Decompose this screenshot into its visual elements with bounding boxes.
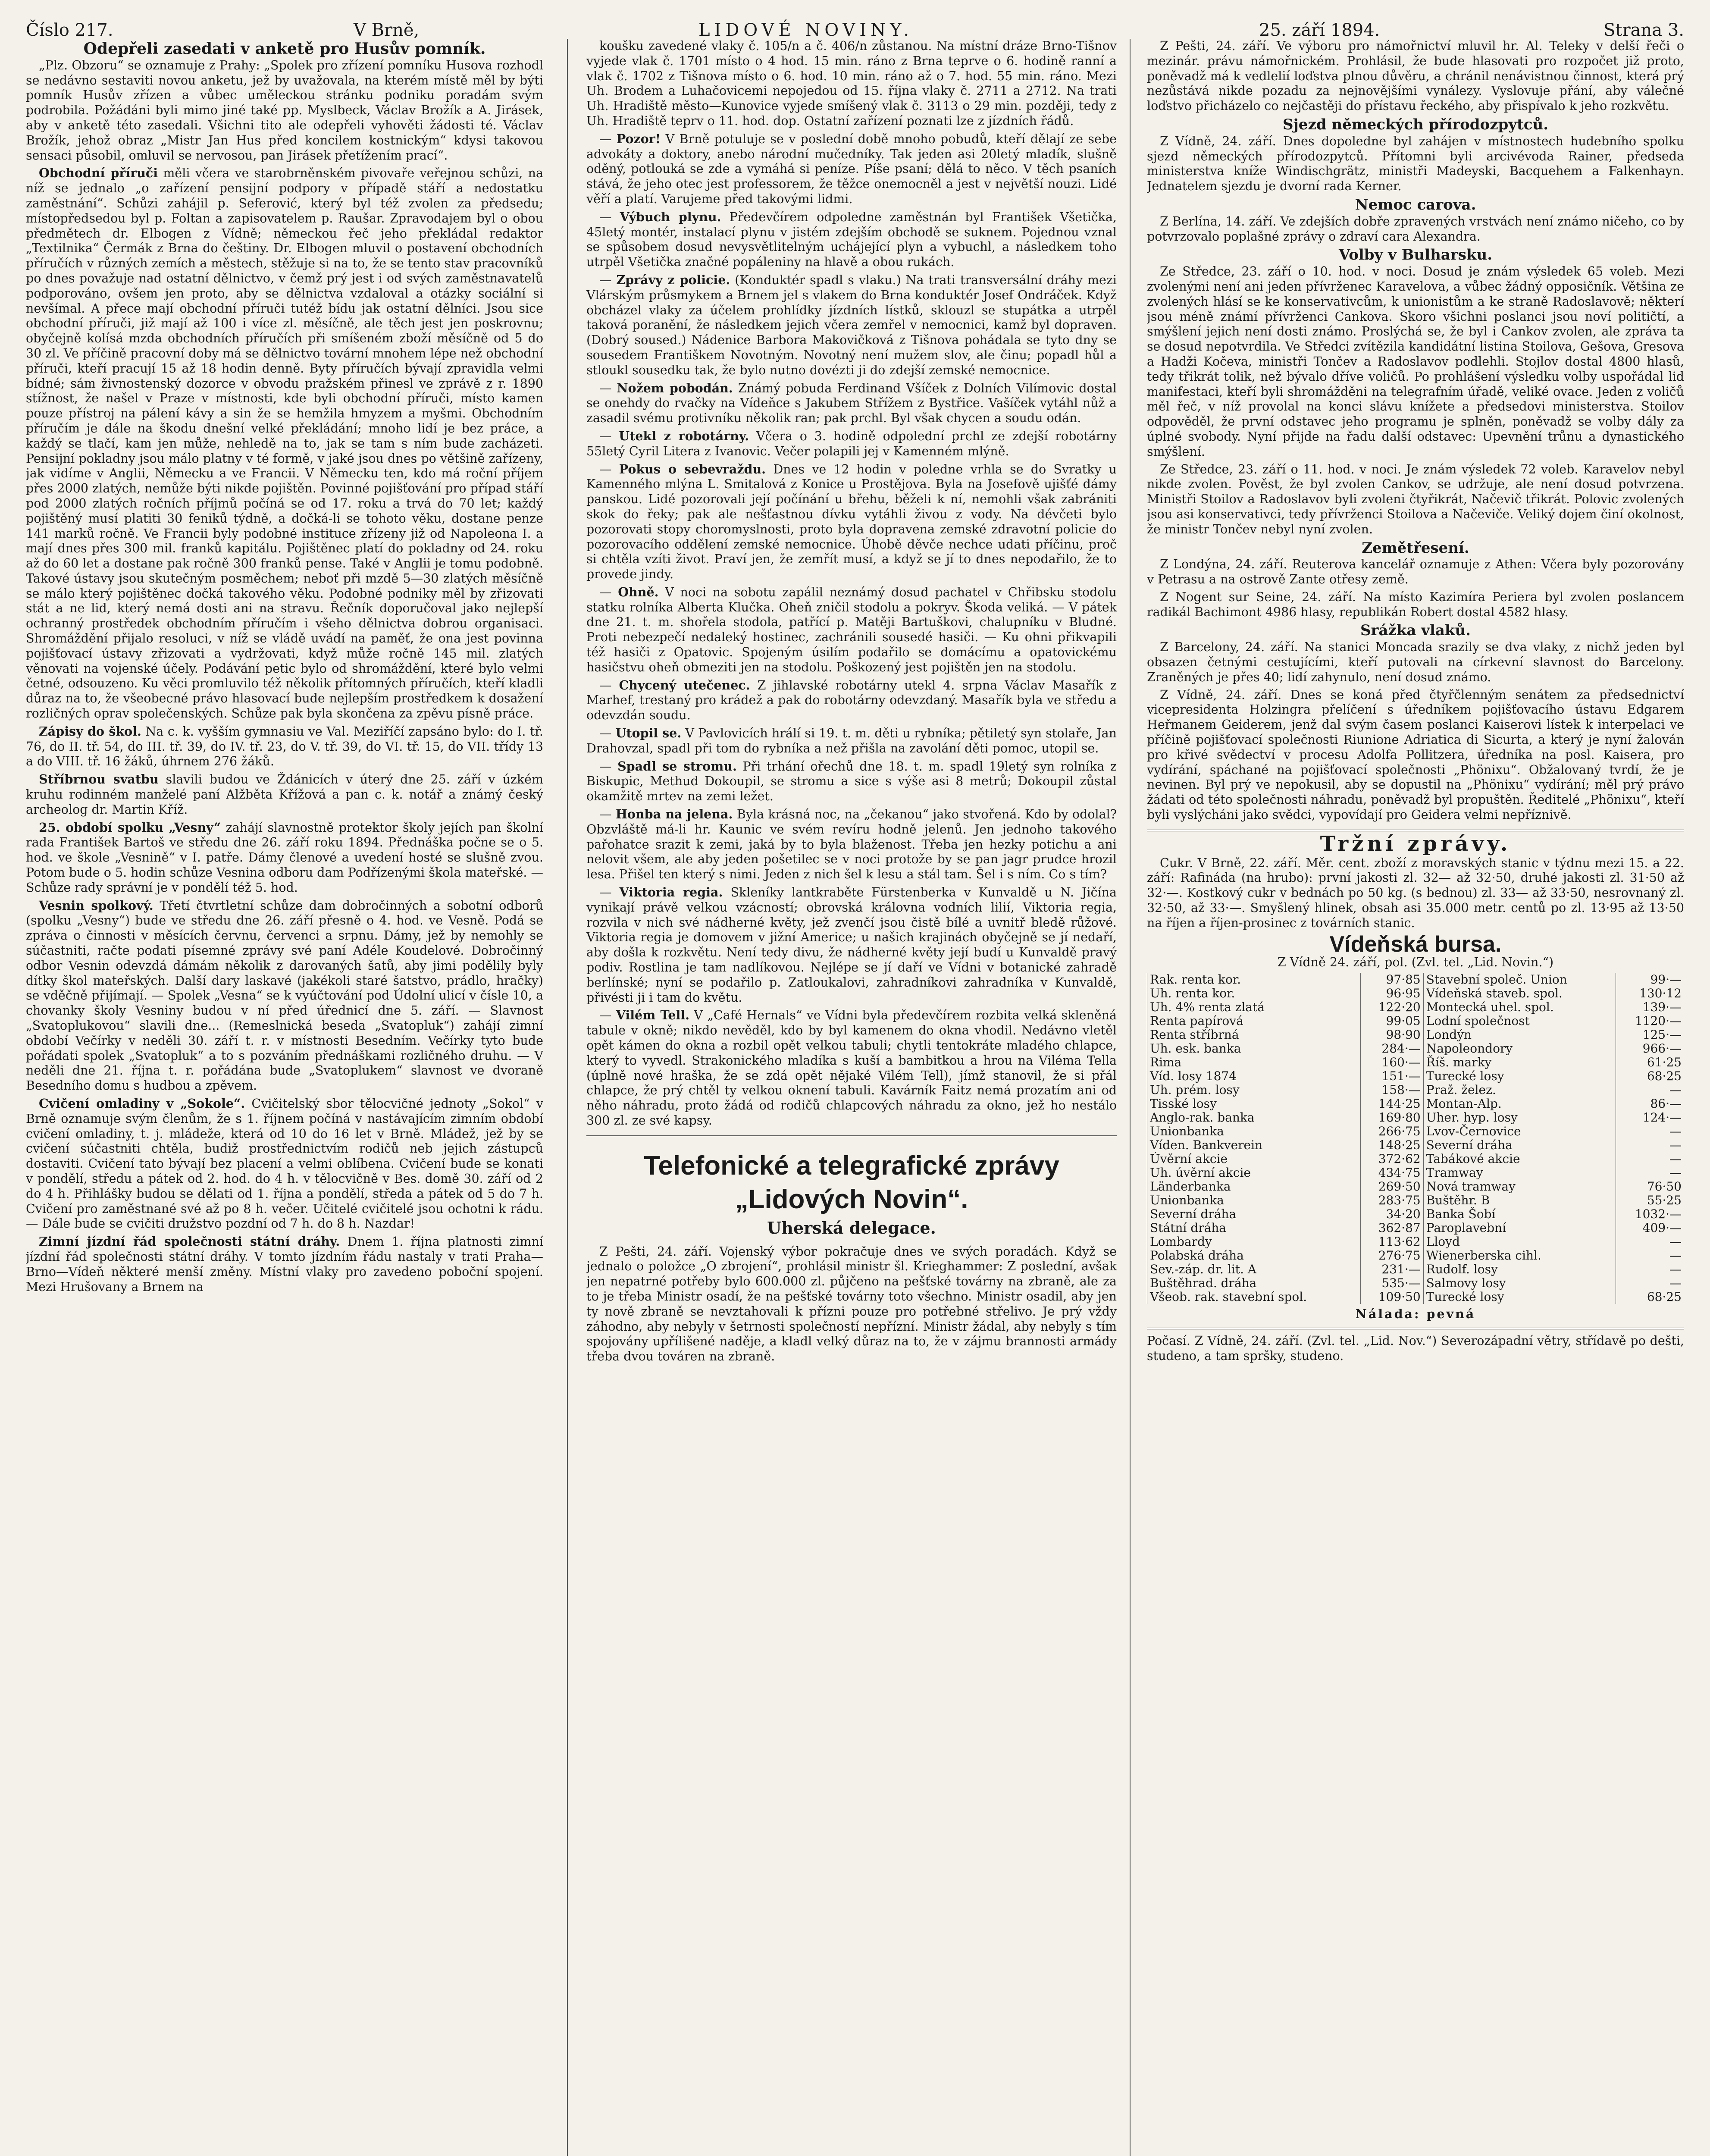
article-text: Při trhání ořechů dne 18. t. m. spadl 19letý syn rolníka z Biskupic, Methud Dokoupil, se stromu a sice s výše asi 8 metrů; Dokoupil zůstal okamžitě mrtev na zemi ležet. [586, 759, 1117, 804]
table-row [1147, 1207, 1685, 1221]
article-title: Nemoc carova. [1355, 196, 1476, 213]
security-name: Všeob. rak. stavební spol. [1147, 1290, 1361, 1304]
article-text: Z Pešti, 24. září. Vojenský výbor pokračuje dnes ve svých poradách. Když se jednalo o položce „O zbrojení“, prohlásil ministr šl. Krieghammer: Z poslední, avšak jen nepatrné potřeby bylo 600.000 zl. půjčeno na pešťské továrny na zbraně, ale za to je třeba Ministr osadí, že na pešťské továrny toto všechno. Ministr osadil, aby jen ty nově zbraně se nevztahovali k přízni pouze pro potřebné střelivo. Je prý vždy záhodno, aby nebyly v šetrnosti společností nepřízní. Ministr žádal, aby nebyly s tím spojovány upřílišené naděje, a kladl velký důraz na to, že v zájmu brannosti armády třeba dvou továren na zbraně. [586, 1244, 1117, 1364]
article-text: (Konduktér spadl s vlaku.) Na trati transversální dráhy mezi Vlárským průsmykem a Brnem jel s vlakem do Brna konduktér Josef Ondráček. Když obcházel vlaky za účelem prohlídky jízdních lístků, sklouzl se stupátka a utrpěl taková poranění, že následkem jejich včera zemřel v nemocnici, kamž byl dopraven. (Dobrý soused.) Nádenice Barbora Makovičková z Tišnova pohádala se tyto dny se sousedem Františkem Novotným. Novotný není mužem slov, ale činu; popadl hůl a stloukl sousedku tak, že bylo nutno dovézti ji do zdejší zemské nemocnice. [586, 273, 1117, 377]
article-text: Včera o 3. hodině odpolední prchl ze zdejší robotárny 55letý Cyril Litera z Ivanovic. Večer polapili jej v Kamenném mlýně. [586, 429, 1117, 458]
article-text: „Plz. Obzoru“ se oznamuje z Prahy: „Spolek pro zřízení pomníku Husova rozhodl se nedávno sestaviti novou anketu, jež by uvažovala, na kterém místě měl by býti pomník Husův zřízen a vůbec uměleckou stránku podniku poradám svým podrobila. Požádáni byli mimo jiné také pp. Myslbeck, Václav Brožík a A. Jirásek, aby v anketě této zasedali. Všichni tito ale odepřeli vyhověti žádosti té. Václav Brožík, jehož obraz „Mistr Jan Hus před koncilem kostnickým“ kdysi takovou sensaci působil, omluvil se nervosou, pan Jirásek přetížením prací“. [26, 58, 543, 163]
column-1 [26, 39, 543, 2156]
table-row [1147, 1249, 1685, 1263]
security-name: Uh. úvěrní akcie [1147, 1166, 1361, 1180]
article-text: koušku zavedené vlaky č. 105/n a č. 406/n zůstanou. Na místní dráze Brno-Tišnov vyjede vlak č. 1701 místo o 4 hod. 15 min. ráno z Brna teprve o 6. hodině ranní a vlak č. 1702 z Tišnova místo o 6. hod. 10 min. ráno až o 7. hod. 55 min. ráno. Mezi Uh. Brodem a Luhačovicemi nepojedou od 15. října vlaky č. 2711 a 2712. Na trati Uh. Hradiště město—Kunovice vyjede smíšený vlak č. 3113 o 29 min. později, tedy z Uh. Hradiště teprv o 11. hod. dop. Ostatní zařízení poznati lze z jízdních řádů. [586, 39, 1117, 128]
security-name: Rima [1147, 1056, 1361, 1069]
security-name: Stavební společ. Union [1423, 973, 1616, 987]
table-row [1147, 1221, 1685, 1235]
article-title: Pokus o sebevraždu. [619, 461, 766, 476]
quote-value: 139·— [1616, 1000, 1684, 1014]
security-name: Lodní společnost [1423, 1014, 1616, 1028]
security-name: Salmovy losy [1423, 1276, 1616, 1290]
table-row [1147, 1138, 1685, 1152]
article-title: Stříbrnou svatbu [39, 772, 159, 787]
security-name: Buštěhrad. dráha [1147, 1276, 1361, 1290]
column-2: koušku zavedené vlaky č. 105/n a č. 406/n zůstanou. Na místní dráze Brno-Tišnov vyjede vlak č. 1701 místo o 4 hod. 15 min. ráno z Brna teprve o 6. hodině ranní a vlak č. 1702 z Tišnova místo o 6. hod. 10 min. ráno až o 7. hod. 55 min. ráno. Mezi Uh. Brodem a Luhačovicemi nepojedou od 15. října vlaky č. 2711 a 2712. Na trati Uh. Hradiště město—Kunovice vyjede smíšený vlak č. 3113 o 29 min. později, tedy z Uh. Hradiště teprv o 11. hod. dop. Ostatní zařízení poznati lze z jízdních řádů. — Pozor! V Brně potuluje se v poslední době mnoho pobudů, kteří dělají ze sebe advokáty a doktory, anebo národní mučedníky. Tak jeden asi 20letý mladík, slušně oděný, potlouká se zde a vymáhá si peníze. Píše psaní; dělá to něco. V těch psaních stává, že jeho otec jest professorem, že těžce onemocněl a jest v největší nouzi. Lidé věří a platí. Varujeme před takovými lidmi. — Výbuch plynu. Předevčírem odpoledne zaměstnán byl František Všetička, 45letý montér, instalací plynu v jistém zdejším obchodě se suknem. Pojednou vznal se spůsobem dosud nevysvětlitelným uchájející plyn a vybuchl, a následkem toho utrpěl Všetička značné popáleniny na hlavě a obou rukách. — Zprávy z policie. (Konduktér spadl s vlaku.) Na trati transversální dráhy mezi Vlárským průsmykem a Brnem jel s vlakem do Brna konduktér Josef Ondráček. Když obcházel vlaky za účelem prohlídky jízdních lístků, sklouzl se stupátka a utrpěl taková poranění, že následkem jejich včera zemřel v nemocnici, kamž byl dopraven. (Dobrý soused.) Nádenice Barbora Makovičková z Tišnova pohádala se tyto dny se sousedem Františkem Novotným. Novotný není mužem slov, ale činu; popadl hůl a stloukl sousedku tak, že bylo nutno dovézti ji do zdejší zemské nemocnice. — Nožem pobodán. Známý pobuda Ferdinand Všíček z Dolních Vilímovic dostal se onehdy do rvačky na Vídeňce s Jakubem Střížem z Bystřice. Vašíček vytáhl nůž a zasadil svému protivníku několik ran; pak prchl. Byl však chycen a soudu odán. — Utekl z robotárny. Včera o 3. hodině odpolední prchl ze zdejší robotárny 55letý Cyril Litera z Ivanovic. Večer polapili jej v Kamenném mlýně. — Pokus o sebevraždu. Dnes ve 12 hodin v poledne vrhla se do Svratky u Kamenného mlýna L. Smitalová z Konice u Prostějova. Byla na Josefově ujišťé dámy panskou. Lidé pozorovali její počínání u břehu, běželi k ní, nemohli však zabrániti skok do řeky; pak ale nešťastnou dívku vytáhli živou z vody. Na dévčeti bylo pozorovati stopy choromyslnosti, proto byla dopravena zemské zdravotní policie do pozorovacího oddělení zemské nemocnice. Úhobě děvče nechce udati příčinu, proč si chtěla vzíti život. Praví jen, že zemřít musí, a když se jí to dnes nepodařilo, že to provede jindy. — Ohně. V noci na sobotu zapálil neznámý dosud pachatel v Chřibsku stodolu statku rolníka Alberta Klučka. Oheň zničil stodolu a pokryv. Škoda veliká. — V pátek dne 21. t. m. shořela stodola, patřící p. Matěji Bartuškovi, chalupníku v Bludné. Proti nebezpečí nedaleký hostinec, zachránili sousedé hasiči. — Ku ohni přikvapili též hasiči z Opatovic. Spojeným úsilím podařilo se domácímu a opatovickému hasičstvu oheň obmeziti jen na stodolu. Poškozený jest pojištěn jen na stodolu. — Chycený utečenec. Z jihlavské robotárny utekl 4. srpna Václav Masařík z Marhef, trestaný pro krádež a pak do robotárny odevzdaný. Masařík byla ve středu a odevzdán soudu. — Utopil se. V Pavlovicích hrálí si 19. t. m. děti u rybníka; pětiletý syn stolaře, Jan Drahovzal, spadl při tom do rybníka a než přišla na zavolání děti pomoc, utopil se. — Spadl se stromu. Při trhání ořechů dne 18. t. m. spadl 19letý syn rolníka z Biskupic, Methud Dokoupil, se stromu a sice s výše asi 8 metrů; Dokoupil zůstal okamžitě mrtev na zemi ležet. — Honba na jelena. Byla krásná noc, na „čekanou“ jako stvořená. Kdo by odolal? Obzvláště má-li hr. Kaunic ve svém revíru hodně jelenů. Jen jednoho takového pařohatce srazit k zemi, jaká by to byla blaženost. Třeba jen hezky potichu a ani nelovit všem, ale aby jeden pošetilec se v noci protože by se pan jagr prudce hrozil lesa. Přišel ten který s nimi. Jeden z nich šel k lesu a stál tam. Šel i s ním. Co s tím? — Viktoria regia. Skleníky lantkraběte Fürstenberka v Kunvaldě u N. Jičína vynikají právě velkou vzácností; obrovská královna vodních lilií, Viktoria regia, rozvila v nich své nádherné květy, jež zvenčí jsou čistě bílé a uvnitř bledě růžové. Viktoria regia je domovem v jižní Americe; u našich krajinách obyčejně se jí nedaří, aby došla k rozkvětu. Není tedy divu, že nádherné květy její budí u Kunvaldě pravý podiv. Rostlina je tam nadlíkovou. Nejlépe se jí daří ve Vídni v botanické zahradě berlínské; nyní se podařilo p. Zatloukalovi, zahradníkovi zahradníka v Kunvaldě, přivésti ji i tam do květu. — Vilém Tell. V „Café Hernals“ ve Vídni byla předevčírem rozbita velká skleněná tabule v okně; nikdo nevěděl, kdo by byl kamenem do okna vhodil. Nedávno vletěl opět kámen do okna a rozbil opět velkou tabuli; chytli tentokráte mladého chlapce, který to vyvedl. Strakonického mladíka s kuší a bambitkou a hrou na Viléma Tella (úplně nové hraška, že se zdá opět nějaké Vilém Tell), jímž stanovil, že si přál chlapce, že prý chtěl ty velkou oknení tabuli. Kavárník Faitz nemá prozatím ani od něho náhradu, proto žádá od rodičů chlapcových náhradu za okno, jež ho nestálo 300 zl. ze své kapsy. Telefonické a telegrafické zprávy „Lidových Novin“. Uherská delegace. Z Pešti, 24. září. Vojenský výbor pokračuje dnes ve svých poradách. Když se jednalo o položce „O zbrojení“, prohlásil ministr šl. Krieghammer: Z poslední, avšak jen nepatrné potřeby bylo 600.000 zl. půjčeno na pešťské továrny na zbraně, ale za to je třeba Ministr osadí, že na pešťské továrny toto všechno. Ministr osadil, aby jen ty nově zbraně se nevztahovali k přízni pouze pro potřebné střelivo. Je prý vždy záhodno, aby nebyly v šetrnosti společností nepřízní. Ministr žádal, aby nebyly s tím spojovány upřílišené naděje, a kladl velký důraz na to, že v zájmu brannosti armády třeba dvou továren na zbraně. [586, 39, 1117, 1364]
security-name: Lvov-Černovice [1423, 1125, 1616, 1138]
quote-value: 99·— [1616, 973, 1684, 987]
article-title: Viktoria regia. [619, 885, 723, 900]
security-name: Tramway [1423, 1166, 1616, 1180]
quote-value: 68·25 [1616, 1290, 1684, 1304]
table-row [1147, 1235, 1685, 1249]
security-name: Nová tramway [1423, 1180, 1616, 1194]
article-title: Zimní jízdní řád společnosti státní dráhy. [39, 1234, 340, 1249]
article-title: Volby v Bulharsku. [1338, 246, 1493, 264]
quote-value: 283·75 [1361, 1194, 1424, 1207]
quote-value: 109·50 [1361, 1290, 1424, 1304]
security-name: Paroplavební [1423, 1221, 1616, 1235]
quote-value: 1032·— [1616, 1207, 1684, 1221]
article-text: Ze Středce, 23. září o 10. hod. v noci. Dosud je znám výsledek 65 voleb. Mezi zvolenými není ani jeden přívrženec Karavelova, a vůbec žádný opposičník. Většina ze zvolených hlásí se ke konservativcům, k unionistům a ke straně Radoslavově; některí jsou méně známí přívrženci Cankova. Skoro všichni poslanci jsou noví političtí, a smýšlení jejich není dosti známo. Proslýchá se, že byl i Cankov zvolen, ale zpráva ta se dosud nepotvrdila. Ve Středci zvítězila kandidátní listina Stoilova, Gešova, Gresova a Hadži Kočeva, ministři Tončev a Radoslavov podlehli. Stojlov dostal 4800 hlasů, tedy třikrát tolik, než bývalo dříve voličů. Po prohlášení výsledku volby uspořádal lid manifestaci, kteří byli shromážděni na telegrafním úřadě, veliké ovace. Jeden z voličů měl řeč, v níž provolal na konci slávu knížete a předsedovi ministerstva. Stoilov odpověděl, že první odstavec jeho programu je splněn, poněvadž se volby dály za úplné svobody. Nyní přijde na řadu další odstavec: Upevnění trůnu a dynastického smýšlení. [1147, 264, 1684, 459]
article-text: V Pavlovicích hrálí si 19. t. m. děti u rybníka; pětiletý syn stolaře, Jan Drahovzal, spadl při tom do rybníka a než přišla na zavolání děti pomoc, utopil se. [586, 726, 1117, 755]
security-name: Uh. esk. banka [1147, 1042, 1361, 1056]
article-title: Chycený utečenec. [619, 677, 750, 693]
table-row [1147, 1000, 1685, 1014]
security-name: Renta stříbrná [1147, 1028, 1361, 1042]
security-name: Uh. renta kor. [1147, 987, 1361, 1000]
security-name: Wienerberska cihl. [1423, 1249, 1616, 1263]
quote-value: — [1616, 1249, 1684, 1263]
quote-value: 124·— [1616, 1111, 1684, 1125]
quote-value: 125·— [1616, 1028, 1684, 1042]
article-title: Cvičení omladiny v „Sokole“. [39, 1096, 245, 1111]
security-name: Länderbanka [1147, 1180, 1361, 1194]
article-text: V „Café Hernals“ ve Vídni byla předevčírem rozbita velká skleněná tabule v okně; nikdo nevěděl, kdo by byl kamenem do okna vhodil. Nedávno vletěl opět kámen do okna a rozbil opět velkou tabuli; chytli tentokráte mladého chlapce, který to vyvedl. Strakonického mladíka s kuší a bambitkou a hrou na Viléma Tella (úplně nové hraška, že se zdá opět nějaké Vilém Tell), jímž stanovil, že si přál chlapce, že prý chtěl ty velkou oknení tabuli. Kavárník Faitz nemá prozatím ani od něho náhradu, proto žádá od rodičů chlapcových náhradu za okno, jež ho nestálo 300 zl. ze své kapsy. [586, 1008, 1117, 1128]
quote-value: 113·62 [1361, 1235, 1424, 1249]
article-title: Odepřeli zasedati v anketě pro Husův pomník. [83, 40, 486, 58]
security-name: Montecká uhel. spol. [1423, 1000, 1616, 1014]
section-subtitle: Uherská delegace. [767, 1218, 936, 1238]
article-title: Pozor! [616, 131, 661, 146]
quote-value: 144·25 [1361, 1097, 1424, 1111]
bourse-table [1147, 973, 1684, 1304]
quote-value: 122·20 [1361, 1000, 1424, 1014]
table-row [1147, 1014, 1685, 1028]
table-row [1147, 1290, 1685, 1304]
table-row [1147, 1097, 1685, 1111]
security-name: Anglo-rak. banka [1147, 1111, 1361, 1125]
article-text: Na c. k. vyšším gymnasiu ve Val. Meziříčí zapsáno bylo: do I. tř. 76, do II. tř. 54, do III. tř. 39, do IV. tř. 23, do V. tř. 39, do VI. tř. 15, do VII. třídy 13 a do VIII. tř. 16 žáků, úhrnem 276 žáků. [26, 724, 543, 769]
article-text: Z Nogent sur Seine, 24. září. Na místo Kazimíra Periera byl zvolen poslancem radikál Bachimont 4986 hlasy, republikán Robert dostal 4582 hlasy. [1147, 589, 1684, 619]
security-name: Buštěhr. B [1423, 1194, 1616, 1207]
quote-value: 269·50 [1361, 1180, 1424, 1194]
column-rule [567, 39, 568, 2156]
date: 25. září 1894. [1259, 20, 1380, 40]
market-mood: Nálada: pevná [1355, 1307, 1476, 1322]
article-title: Spadl se stromu. [617, 758, 737, 774]
quote-value: — [1616, 1125, 1684, 1138]
page-number: Strana 3. [1604, 20, 1684, 40]
security-name: Londýn [1423, 1028, 1616, 1042]
weather-report: Počasí. Z Vídně, 24. září. (Zvl. tel. „Lid. Nov.“) Severozápadní větry, střídavě po dešti, studeno, a tam spršky, studeno. [1147, 1328, 1684, 1364]
quote-value: — [1616, 1276, 1684, 1290]
table-row [1147, 1194, 1685, 1207]
article-text: Byla krásná noc, na „čekanou“ jako stvořená. Kdo by odolal? Obzvláště má-li hr. Kaunic ve svém revíru hodně jelenů. Jen jednoho takového pařohatce srazit k zemi, jaká by to byla blaženost. Třeba jen hezky potichu a ani nelovit všem, ale aby jeden pošetilec se v noci protože by se pan jagr prudce hrozil lesa. Přišel ten který s nimi. Jeden z nich šel k lesu a stál tam. Šel i s ním. Co s tím? [586, 807, 1117, 882]
quote-value: — [1616, 1263, 1684, 1276]
article-text: Z Berlína, 14. září. Ve zdejších dobře zpravených vrstvách není známo ničeho, co by potvrzovalo poplašné zprávy o zdraví cara Alexandra. [1147, 214, 1684, 244]
article-text: Z jihlavské robotárny utekl 4. srpna Václav Masařík z Marhef, trestaný pro krádež a pak do robotárny odevzdaný. Masařík byla ve středu a odevzdán soudu. [586, 678, 1117, 723]
security-name: Vídeňská staveb. spol. [1423, 987, 1616, 1000]
table-row [1147, 1263, 1685, 1276]
article-title: Srážka vlaků. [1360, 622, 1471, 639]
article-title: Honba na jelena. [615, 807, 733, 822]
article-text: slavili budou ve Ždánicích v úterý dne 25. září v úzkém kruhu rodinném manželé paní Alžběta Křížová a pan c. k. notář a známý český archeolog dr. Martin Kříž. [26, 772, 543, 817]
article-text: Z Vídně, 24. září. Dnes se koná před čtyřčlenným senátem za předsednictví vicepresidenta Holzingra přelíčení s úředníkem pojišťovacího ústavu Edgarem Heřmanem Geiderem, jenž dal svým časem poslanci Kaiserovi lístek k interpelaci ve příčině pojišťovací společnosti Riunione Adriatica di Sicurta, a který je nyní žalován pro křivé svědectví v procesu Adolfa Pollitzera, úředníka na posl. Kaisera, pro vydírání, spáchané na pojišťovací společnosti „Phönixu“. Obžalovaný tvrdí, že je nevinen. Byl prý ve nepokusil, aby se dopustil na „Phönixu“ vydírání; měl prý právo žádati od této společnosti náhradu, poněvadž byl propuštěn. Ředitelé „Phönixu“, kteří byli vyslýcháni jako svědci, vypovídají pro Geidera velmi nepříznivě. [1147, 687, 1684, 822]
article-text: Z Barcelony, 24. září. Na stanici Moncada srazily se dva vlaky, z nichž jeden byl obsazen četnými cestujícími, kteří putovali na církevní slavnost do Barcelony. Zraněných je přes 40; lidí zahynulo, není dosud známo. [1147, 640, 1684, 684]
security-name: Úvěrní akcie [1147, 1152, 1361, 1166]
quote-value: 266·75 [1361, 1125, 1424, 1138]
column-rule [1130, 39, 1131, 2156]
quote-value: — [1616, 1152, 1684, 1166]
quote-value: 372·62 [1361, 1152, 1424, 1166]
security-name: Turecké losy [1423, 1290, 1616, 1304]
table-row [1147, 1069, 1685, 1083]
security-name: Polabská dráha [1147, 1249, 1361, 1263]
quote-value: — [1616, 1138, 1684, 1152]
quote-value: 96·95 [1361, 987, 1424, 1000]
newspaper-title: LIDOVÉ NOVINY. [698, 20, 914, 40]
quote-value: 434·75 [1361, 1166, 1424, 1180]
article-title: Výbuch plynu. [620, 209, 721, 224]
article-title: Utopil se. [615, 726, 682, 741]
security-name: Uher. hyp. losy [1423, 1111, 1616, 1125]
article-text: Skleníky lantkraběte Fürstenberka v Kunvaldě u N. Jičína vynikají právě velkou vzácností; obrovská královna vodních lilií, Viktoria regia, rozvila v nich své nádherné květy, jež zvenčí jsou čistě bílé a uvnitř bledě růžové. Viktoria regia je domovem v jižní Americe; u našich krajinách obyčejně se jí nedaří, aby došla k rozkvětu. Není tedy divu, že nádherné květy její budí u Kunvaldě pravý podiv. Rostlina je tam nadlíkovou. Nejlépe se jí daří ve Vídni v botanické zahradě berlínské; nyní se podařilo p. Zatloukalovi, zahradníkovi zahradníka v Kunvaldě, přivésti ji i tam do květu. [586, 885, 1117, 1005]
article-title: Sjezd německých přírodozpytců. [1282, 116, 1549, 133]
quote-value: 61·25 [1616, 1056, 1684, 1069]
security-name: Montan-Alp. [1423, 1097, 1616, 1111]
security-name: Unionbanka [1147, 1194, 1361, 1207]
table-row [1147, 1083, 1685, 1097]
article-title: Ohně. [618, 584, 659, 599]
quote-value: 276·75 [1361, 1249, 1424, 1263]
quote-value: 98·90 [1361, 1028, 1424, 1042]
article-text: V Brně potuluje se v poslední době mnoho pobudů, kteří dělají ze sebe advokáty a doktory, anebo národní mučedníky. Tak jeden asi 20letý mladík, slušně oděný, potlouká se zde a vymáhá si peníze. Píše psaní; dělá to něco. V těch psaních stává, že jeho otec jest professorem, že těžce onemocněl a jest v největší nouzi. Lidé věří a platí. Varujeme před takovými lidmi. [586, 132, 1117, 206]
table-row [1147, 1276, 1685, 1290]
article-text: Z Pešti, 24. září. Ve výboru pro námořnictví mluvil hr. Al. Teleky v delší řeči o mezinár. právu námořnickém. Prohlásil, že bude hlasovati pro rozpočet již proto, poněvadž má k vedlelií loďstva plnou důvěru, a chránil nenávistnou činnost, která prý nezůstává nikde pozadu za nejnovějšími vynálezy. Vyslovuje přání, aby válečné loďstvo přicházelo co nejčastěji do přístavu řeckého, aby přispívalo k jeho rozkvětu. [1147, 39, 1684, 113]
article-title: Nožem pobodán. [617, 380, 733, 395]
article-title: Vesnin spolkový. [39, 898, 153, 913]
issue-number: Číslo 217. [26, 20, 113, 40]
article-title: Utekl z robotárny. [619, 428, 749, 443]
security-name: Unionbanka [1147, 1125, 1361, 1138]
quote-value: 34·20 [1361, 1207, 1424, 1221]
bourse-title: Vídeňská bursa. [1329, 931, 1502, 957]
market-section-title: Tržní zprávy. [1147, 830, 1684, 852]
table-row [1147, 973, 1685, 987]
table-row [1147, 1111, 1685, 1125]
quote-value: — [1616, 1235, 1684, 1249]
security-name: Uh. prém. losy [1147, 1083, 1361, 1097]
quote-value: — [1616, 1166, 1684, 1180]
article-text: Cukr. V Brně, 22. září. Měr. cent. zboží z moravských stanic v týdnu mezi 15. a 22. září: Rafináda (na hrubo): první jakosti zl. 32— až 32·50, druhé jakosti zl. 31·50 až 32·—. Kostkový cukr v bednách po 50 kg. (s bednou) zl. 33— až 33·50, nesrovnaný zl. 32·50, až 33·—. Smyšlený hlinek, obsah asi 35.000 metr. centů po zl. 13·95 až 13·50 na říjen a říjen-prosinec z továrních stanic. [1147, 856, 1684, 930]
security-name: Sev.-záp. dr. lit. A [1147, 1263, 1361, 1276]
quote-value: 284·— [1361, 1042, 1424, 1056]
table-row [1147, 1028, 1685, 1042]
quote-value: 362·87 [1361, 1221, 1424, 1235]
quote-value: 148·25 [1361, 1138, 1424, 1152]
article-title: Vilém Tell. [616, 1008, 690, 1023]
table-row [1147, 1056, 1685, 1069]
quote-value: 231·— [1361, 1263, 1424, 1276]
article-text: Z Londýna, 24. září. Reuterova kancelář oznamuje z Athen: Včera byly pozorovány v Petrasu a na ostrově Zante otřesy země. [1147, 557, 1684, 587]
article-title: Zemětřesení. [1362, 539, 1469, 557]
quote-value: 1120·— [1616, 1014, 1684, 1028]
table-row [1147, 1166, 1685, 1180]
security-name: Severní dráha [1423, 1138, 1616, 1152]
security-name: Říš. marky [1423, 1056, 1616, 1069]
table-row [1147, 1180, 1685, 1194]
quote-value: 86·— [1616, 1097, 1684, 1111]
quote-value: 130·12 [1616, 987, 1684, 1000]
article-text: Předevčírem odpoledne zaměstnán byl František Všetička, 45letý montér, instalací plynu v jistém zdejším obchodě se suknem. Pojednou vznal se spůsobem dosud nevysvětlitelným uchájející plyn a vybuchl, a následkem toho utrpěl Všetička značné popáleniny na hlavě a obou rukách. [586, 210, 1117, 270]
security-name: Víd. losy 1874 [1147, 1069, 1361, 1083]
article-text: zahájí slavnostně protektor školy jejích pan školní rada František Bartoš ve středu dne 26. září roku 1894. Přednáška počne se o 5. hod. ve škole „Vesnině“ v I. patře. Dámy členové a uvedení hosté se slušně zvou. Potom bude o 5. hodin schůze Vesnina odboru dam Podřízenými škola mateřské. — Schůze rady správní je v pondělí též 5. hod. [26, 820, 543, 895]
security-name: Banka Šobí [1423, 1207, 1616, 1221]
security-name: Lombardy [1147, 1235, 1361, 1249]
article-text: měli včera ve starobrněnském pivovaře veřejnou schůzi, na níž se jednalo „o zařízení pensijní podpory v případě stáří a nedostatku zaměstnání“. Schůzi zahájil p. Seferović, který byl též zvolen za předsedu; místopředsedou byl p. Foltan a zapisovatelem p. Raušar. Zpravodajem byl o obou předmětech dr. Elbogen z Vídně; německou řeč jeho překládal redaktor „Textilnika“ Čermák z Brna do češtiny. Dr. Elbogen mluvil o postavení obchodních příručích v různých zemích a městech, stěžuje si na to, že se tento stav pracovníků po dnes považuje nad ostatní dělnictvo, v čemž prý jest i od svých zaměstnavatelů podporováno, ovšem jen proto, aby se dělnictva vzdaloval a otázky sociální si nevšímal. A přece mají obchodní příruči tutéž bídu jak ostatní dělníci. Jsou sice obchodní příruči, již mají až 100 i více zl. měsíčně, ale těch jest jen poskrovnu; obyčejně kolísá mzda obchodních příručích při smíšeném zboží měsíčně od 5 do 30 zl. Ve příčině pracovní doby má se dělnictvo tovární mnohem lépe než obchodní příruči, kteří pracují 15 až 18 hodin denně. Byty příručích bývají zpravidla velmi bídné; sám živnostenský dozorce v obvodu pražském přinesl ve zprávě z r. 1890 stížnost, že našel v Praze v místnosti, kde byli obchodní příruči, místo kamen pouze přístroj na pálení kávy a sin že se hemžila hmyzem a myšmi. Obchodním příručím je dále na škodu dnešní velké překládání; mnoho lidí je bez práce, a každý se tlačí, kam jen může, nehledě na to, jak se tam s ním bude zacházeti. Pensijní pokladny jsou málo platny v té formě, v jaké jsou dnes po většině zařízeny, jak vidíme v Anglii, Německu a ve Francii. V Německu ten, kdo má roční příjem přes 2000 zlatých, nemůže býti nikde pojištěn. Povinné pojišťování pro případ stáří pod 2000 zlatých ročních příjmů počíná se od 17. roku a trvá do 70 let; každý pojištěný musí platiti 30 feniků týdně, a dočká-li se tohoto věku, dostane penze 141 marků ročně. Ve Francii byly podobné instituce zřízeny již od Napoleona I. a mají dnes přes 300 mil. franků kapitálu. Pojištěnec platí do pokladny od 24. roku až do 60 let a dostane pak ročně 300 franků pense. Také v Anglii je tomu podobně. Takové ústavy jsou skutečným posměchem; neboť při mzdě 5—30 zlatých měsíčně se málo který pojištěnec dočká takového věku. Podobné podniky měl by zřizovati stát a ne lid, který nemá dosti ani na stravu. Řečník doporučoval jako nejlepší ochranný prostředek obchodním příručím i všeho dělnictva dobrou organisaci. Shromáždění přijalo resoluci, v níž se vládě uvádí na paměť, že ona jest povinna pojišťovací ústavy zřizovati a vydržovati, když může ročně 145 mil. zlatých věnovati na vojenské účely. Podávání petic bylo od shromáždění, které bylo velmi četné, odsouzeno. Ku věci promluvilo též několik přítomných příručích, kteří kladli důraz na to, že všeobecné právo hlasovací bude nejlepším prostředkem k dosažení rozličných oprav společenských. Schůze pak byla skončena za zpěvu písně práce. [26, 166, 543, 721]
security-name: Praž. želez. [1423, 1083, 1616, 1097]
quote-value: 76·50 [1616, 1180, 1684, 1194]
telegraph-section-title: Telefonické a telegrafické zprávy „Lidových Novin“. [644, 1150, 1059, 1214]
quote-value: 97·85 [1361, 973, 1424, 987]
quote-value: 68·25 [1616, 1069, 1684, 1083]
article-text: Dnes ve 12 hodin v poledne vrhla se do Svratky u Kamenného mlýna L. Smitalová z Konice u Prostějova. Byla na Josefově ujišťé dámy panskou. Lidé pozorovali její počínání u břehu, běželi k ní, nemohli však zabrániti skok do řeky; pak ale nešťastnou dívku vytáhli živou z vody. Na dévčeti bylo pozorovati stopy choromyslnosti, proto byla dopravena zemské zdravotní policie do pozorovacího oddělení zemské nemocnice. Úhobě děvče nechce udati příčinu, proč si chtěla vzíti život. Praví jen, že zemřít musí, a když se jí to dnes nepodařilo, že to provede jindy. [586, 462, 1117, 582]
quote-value: 160·— [1361, 1056, 1424, 1069]
security-name: Státní dráha [1147, 1221, 1361, 1235]
quote-value: 169·80 [1361, 1111, 1424, 1125]
quote-value: — [1616, 1083, 1684, 1097]
table-row [1147, 987, 1685, 1000]
article-text: Dnem 1. října platnosti zimní jízdní řád společnosti státní dráhy. V tomto jízdním řádu nastaly v trati Praha—Brno—Vídeň některé menší změny. Místní vlaky pro zavedeno poboční spojení. Mezi Hrušovany a Brnem na [26, 1235, 543, 1294]
security-name: Renta papírová [1147, 1014, 1361, 1028]
security-name: Uh. 4% renta zlatá [1147, 1000, 1361, 1014]
security-name: Severní dráha [1147, 1207, 1361, 1221]
article-title: Zápisy do škol. [39, 724, 141, 739]
security-name: Rudolf. losy [1423, 1263, 1616, 1276]
quote-value: 99·05 [1361, 1014, 1424, 1028]
security-name: Tabákové akcie [1423, 1152, 1616, 1166]
article-text: Cvičitelský sbor tělocvičné jednoty „Sokol“ v Brně oznamuje svým členům, že s 1. říjnem počíná v nastávajícím zimním období cvičení omladiny, t. j. mládeže, která od 10 do 16 let v Brně. Mládež, jež by se cvičení súčastniti chtěla, budiž prostřednictvím rodičů neb jejich zástupců dostaviti. Cvičení tato bývají bez placení a velmi oblíbena. Cvičení bude se konati v pondělí, středu a pátek od 2. hod. do 4 h. v tělocvičně v Bes. domě 30. září od 2 do 4 h. Přihlášky budou se dělati od 1. října a pondělí, středa a pátek od 5 do 7 h. Cvičení pro zaměstnané své až po 8 h. večer. Učitelé cvičitelé jsou ochotni k rádu. — Dále bude se cvičiti družstvo pozdní od 7 h. do 8 h. Nazdar! [26, 1096, 543, 1231]
table-row [1147, 1042, 1685, 1056]
city: V Brně, [354, 20, 420, 40]
quote-value: 966·— [1616, 1042, 1684, 1056]
article-text: Známý pobuda Ferdinand Všíček z Dolních Vilímovic dostal se onehdy do rvačky na Vídeňce s Jakubem Střížem z Bystřice. Vašíček vytáhl nůž a zasadil svému protivníku několik ran; pak prchl. Byl však chycen a soudu odán. [586, 381, 1117, 426]
article-title: 25. období spolku „Vesny“ [39, 820, 221, 835]
security-name: Rak. renta kor. [1147, 973, 1361, 987]
security-name: Turecké losy [1423, 1069, 1616, 1083]
column-3 [1147, 39, 1684, 2156]
article-title: Zprávy z policie. [616, 272, 730, 287]
quote-value: 158·— [1361, 1083, 1424, 1097]
security-name: Napoleondory [1423, 1042, 1616, 1056]
security-name: Víden. Bankverein [1147, 1138, 1361, 1152]
article-title: Obchodní příruči [39, 166, 158, 181]
security-name: Tisské losy [1147, 1097, 1361, 1111]
quote-value: 409·— [1616, 1221, 1684, 1235]
bourse-subtitle: Z Vídně 24. září, pol. (Zvl. tel. „Lid. Novin.“) [1277, 955, 1554, 970]
article-text: Ze Středce, 23. září o 11. hod. v noci. Je znám výsledek 72 voleb. Karavelov nebyl nikde zvolen. Pověst, že byl zvolen Cankov, se udržuje, ale není dosud potvrzena. Ministři Stoilov a Radoslavov byli zvoleni čtyřikrát, Načevič třikrát. Polovic zvolených jsou asi konservativci, tedy přívrženci Stoilova a Načeviče. Veliký dojem činí okolnost, že ministr Tončev nebyl nyní zvolen. [1147, 462, 1684, 536]
table-row [1147, 1125, 1685, 1138]
quote-value: 55·25 [1616, 1194, 1684, 1207]
article-text: Třetí čtvrtletní schůze dam dobročinných a sobotní odborů (spolku „Vesny“) bude ve středu dne 26. září přesně o 4. hod. ve Vesně. Podá se zpráva o činnosti v měsících červnu, červenci a srpnu. Dámy, jež by nemohly se súčastniti, račte podati písemné zprávy své paní Adéle Koudelové. Dobročinný odbor Vesnin odevzdá dámám několik z darovaných šatů, aby jimi podělily byly dítky škol mateřských. Další dary laskavé (jakékoli staré šatstvo, prádlo, hračky) se vděčně přijímají. — Spolek „Vesna“ se k vyúčtování pod Údolní ulicí v čísle 10, a chovanky školy Vesniny budou v ní před úřednicí dne 5. září. — Slavnost „Svatoplukovou“ slavili dne... (Remeslnická beseda „Svatopluk“) zahájí zimní období Večírky v neděli 30. září t. r. v místnosti Besedním. Večírky tyto bude pořádati spolek „Svatopluk“ a to s pozváním přednáškami rozličného druhu. — V neděli dne 21. října t. r. pořádána bude „Svatoplukem“ slavnost ve dvoraně Besedního domu s hudbou a zpěvem. [26, 898, 543, 1093]
divider [586, 1135, 1117, 1136]
article-text: V noci na sobotu zapálil neznámý dosud pachatel v Chřibsku stodolu statku rolníka Alberta Klučka. Oheň zničil stodolu a pokryv. Škoda veliká. — V pátek dne 21. t. m. shořela stodola, patřící p. Matěji Bartuškovi, chalupníku v Bludné. Proti nebezpečí nedaleký hostinec, zachránili sousedé hasiči. — Ku ohni přikvapili též hasiči z Opatovic. Spojeným úsilím podařilo se domácímu a opatovickému hasičstvu oheň obmeziti jen na stodolu. Poškozený jest pojištěn jen na stodolu. [586, 585, 1117, 674]
security-name: Lloyd [1423, 1235, 1616, 1249]
quote-value: 151·— [1361, 1069, 1424, 1083]
quote-value: 535·— [1361, 1276, 1424, 1290]
table-row [1147, 1152, 1685, 1166]
article-text: Z Vídně, 24. září. Dnes dopoledne byl zahájen v místnostech hudebního spolku sjezd německých přírodozpytců. Přítomni byli arcivévoda Rainer, předseda ministerstva kníže Windischgrätz, ministři Madeyski, Bacquehem a Falkenhayn. Jednatelem sjezdu je dvorní rada Kerner. [1147, 134, 1684, 194]
